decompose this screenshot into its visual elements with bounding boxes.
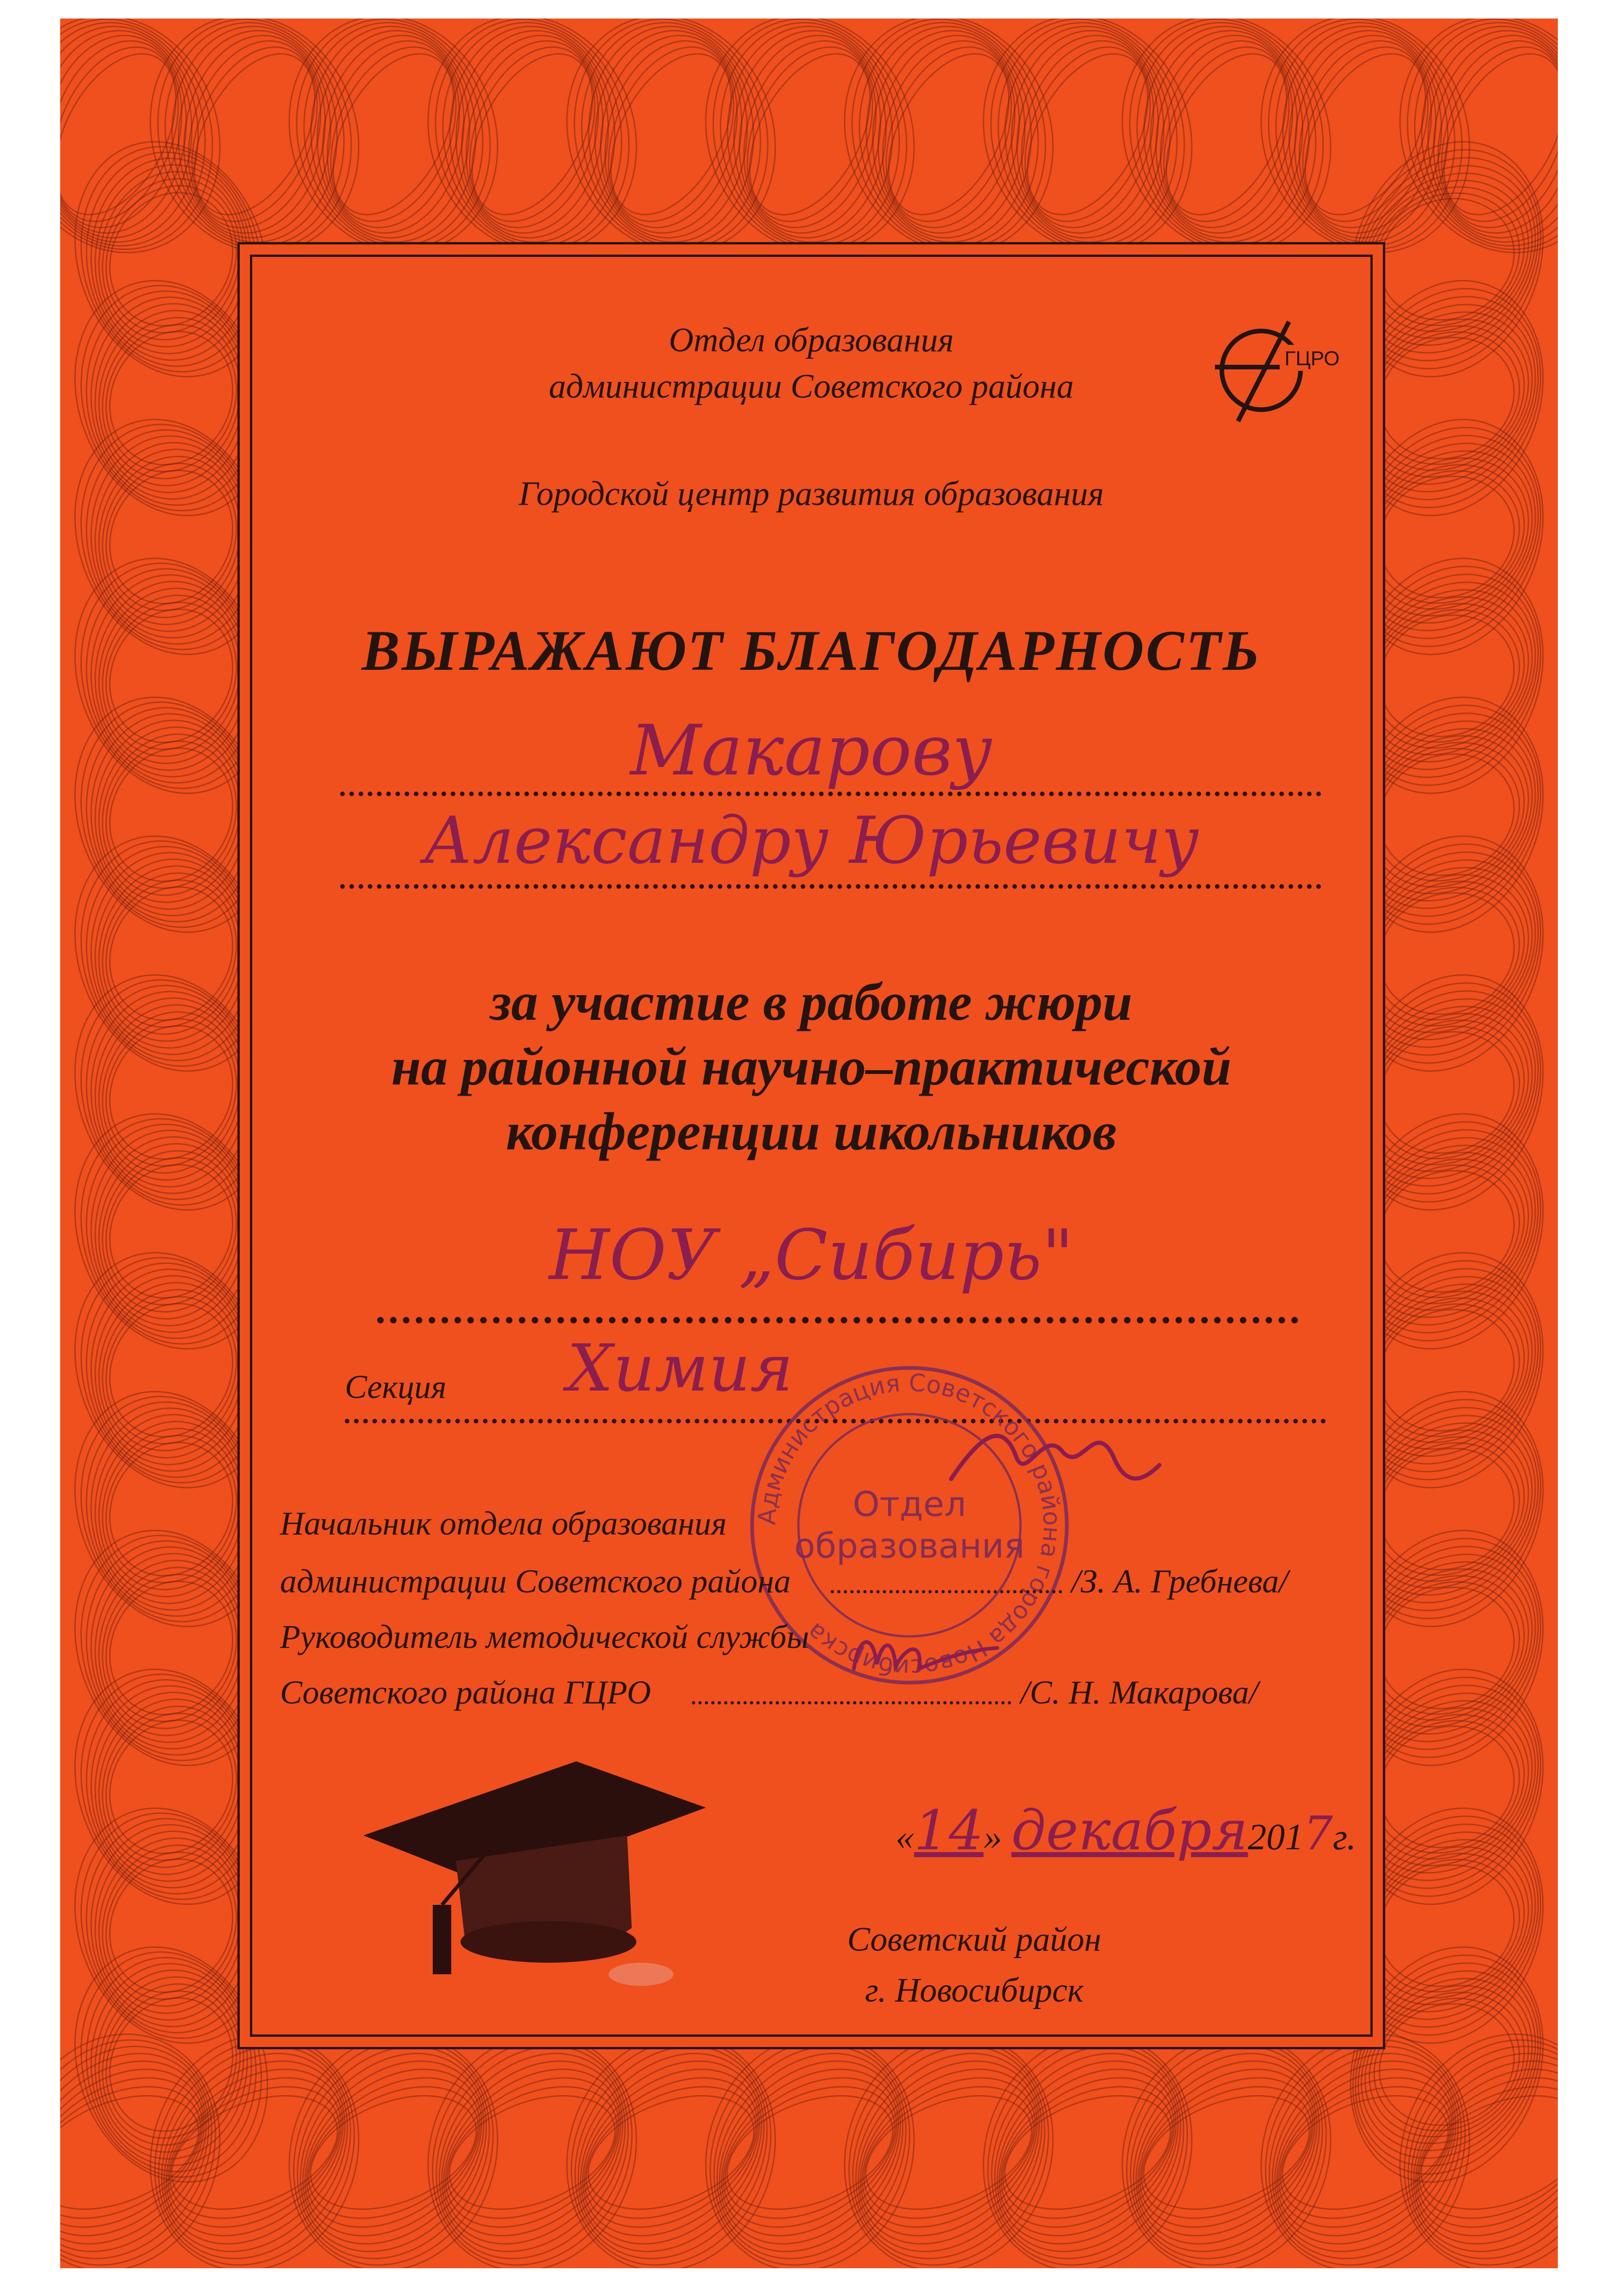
section-value: Химия (567, 1331, 793, 1406)
signature-title-2: администрации Советского района (280, 1563, 791, 1600)
signature-title-4: Советского района ГЦРО (280, 1674, 651, 1711)
signature-title-3: Руководитель методической службы (280, 1618, 809, 1655)
footer-line-2: г. Новосибирск (865, 1972, 1083, 2009)
organization-name (252, 317, 1370, 410)
graduation-cap-icon (354, 1752, 715, 1993)
recipient-given-names: Александру Юрьевичу (423, 803, 1199, 879)
signatory-name-2: /С. Н. Макарова/ (1021, 1674, 1258, 1711)
stamp-outer-text: Администрация Советского района города Новосибирска (753, 1369, 1066, 1682)
logo-label: ГЦРО (1284, 347, 1340, 370)
award-purpose (252, 970, 1370, 1164)
footer-line-1: Советский район (847, 1921, 1101, 1959)
org-line-2: администрации Советского района (548, 368, 1074, 406)
signatory-name-1: /З. А. Гребнева/ (1071, 1563, 1288, 1600)
date-year-digit: 7 (1303, 1806, 1333, 1860)
footer-location (738, 1914, 1210, 2016)
certificate-panel (250, 255, 1373, 2037)
certificate-sheet (60, 19, 1558, 2268)
date-day: 14 (914, 1798, 984, 1862)
award-date (896, 1798, 1356, 1862)
date-suffix: г. (1332, 1817, 1357, 1858)
purpose-line-2: на районной научно–практической (391, 1037, 1232, 1097)
dotted-line-1 (340, 792, 1321, 796)
certificate-heading: ВЫРАЖАЮТ БЛАГОДАРНОСТЬ (361, 619, 1261, 682)
gcro-logo-icon (1210, 312, 1349, 428)
center-name: Городской центр развития образования (518, 475, 1104, 513)
date-open-quote: « (896, 1817, 914, 1858)
section-label: Секция (345, 1368, 447, 1405)
guilloche-petal (1367, 2004, 1558, 2268)
purpose-line-3: конференции школьников (506, 1102, 1117, 1161)
org-line-1: Отдел образования (669, 321, 954, 359)
signature-dots-1 (831, 1590, 1062, 1593)
stamp-center-line-2: образования (794, 1526, 1025, 1566)
signature-scribble-1 (946, 1400, 1164, 1511)
signature-title-1: Начальник отдела образования (280, 1505, 727, 1542)
dotted-line-2 (340, 884, 1321, 889)
date-close-quote: » (983, 1817, 1002, 1858)
dotted-line-3 (377, 1317, 1298, 1323)
signature-dots-2 (692, 1701, 1011, 1704)
date-month: декабря (1011, 1798, 1248, 1862)
event-name: НОУ „Сибирь" (549, 1215, 1074, 1296)
recipient-surname: Макарову (630, 711, 993, 791)
signature-scribble-2 (849, 1622, 1002, 1683)
stamp-center-line-1: Отдел (853, 1485, 966, 1524)
date-year-prefix: 201 (1248, 1817, 1304, 1858)
purpose-line-1: за участие в работе жюри (490, 973, 1133, 1032)
